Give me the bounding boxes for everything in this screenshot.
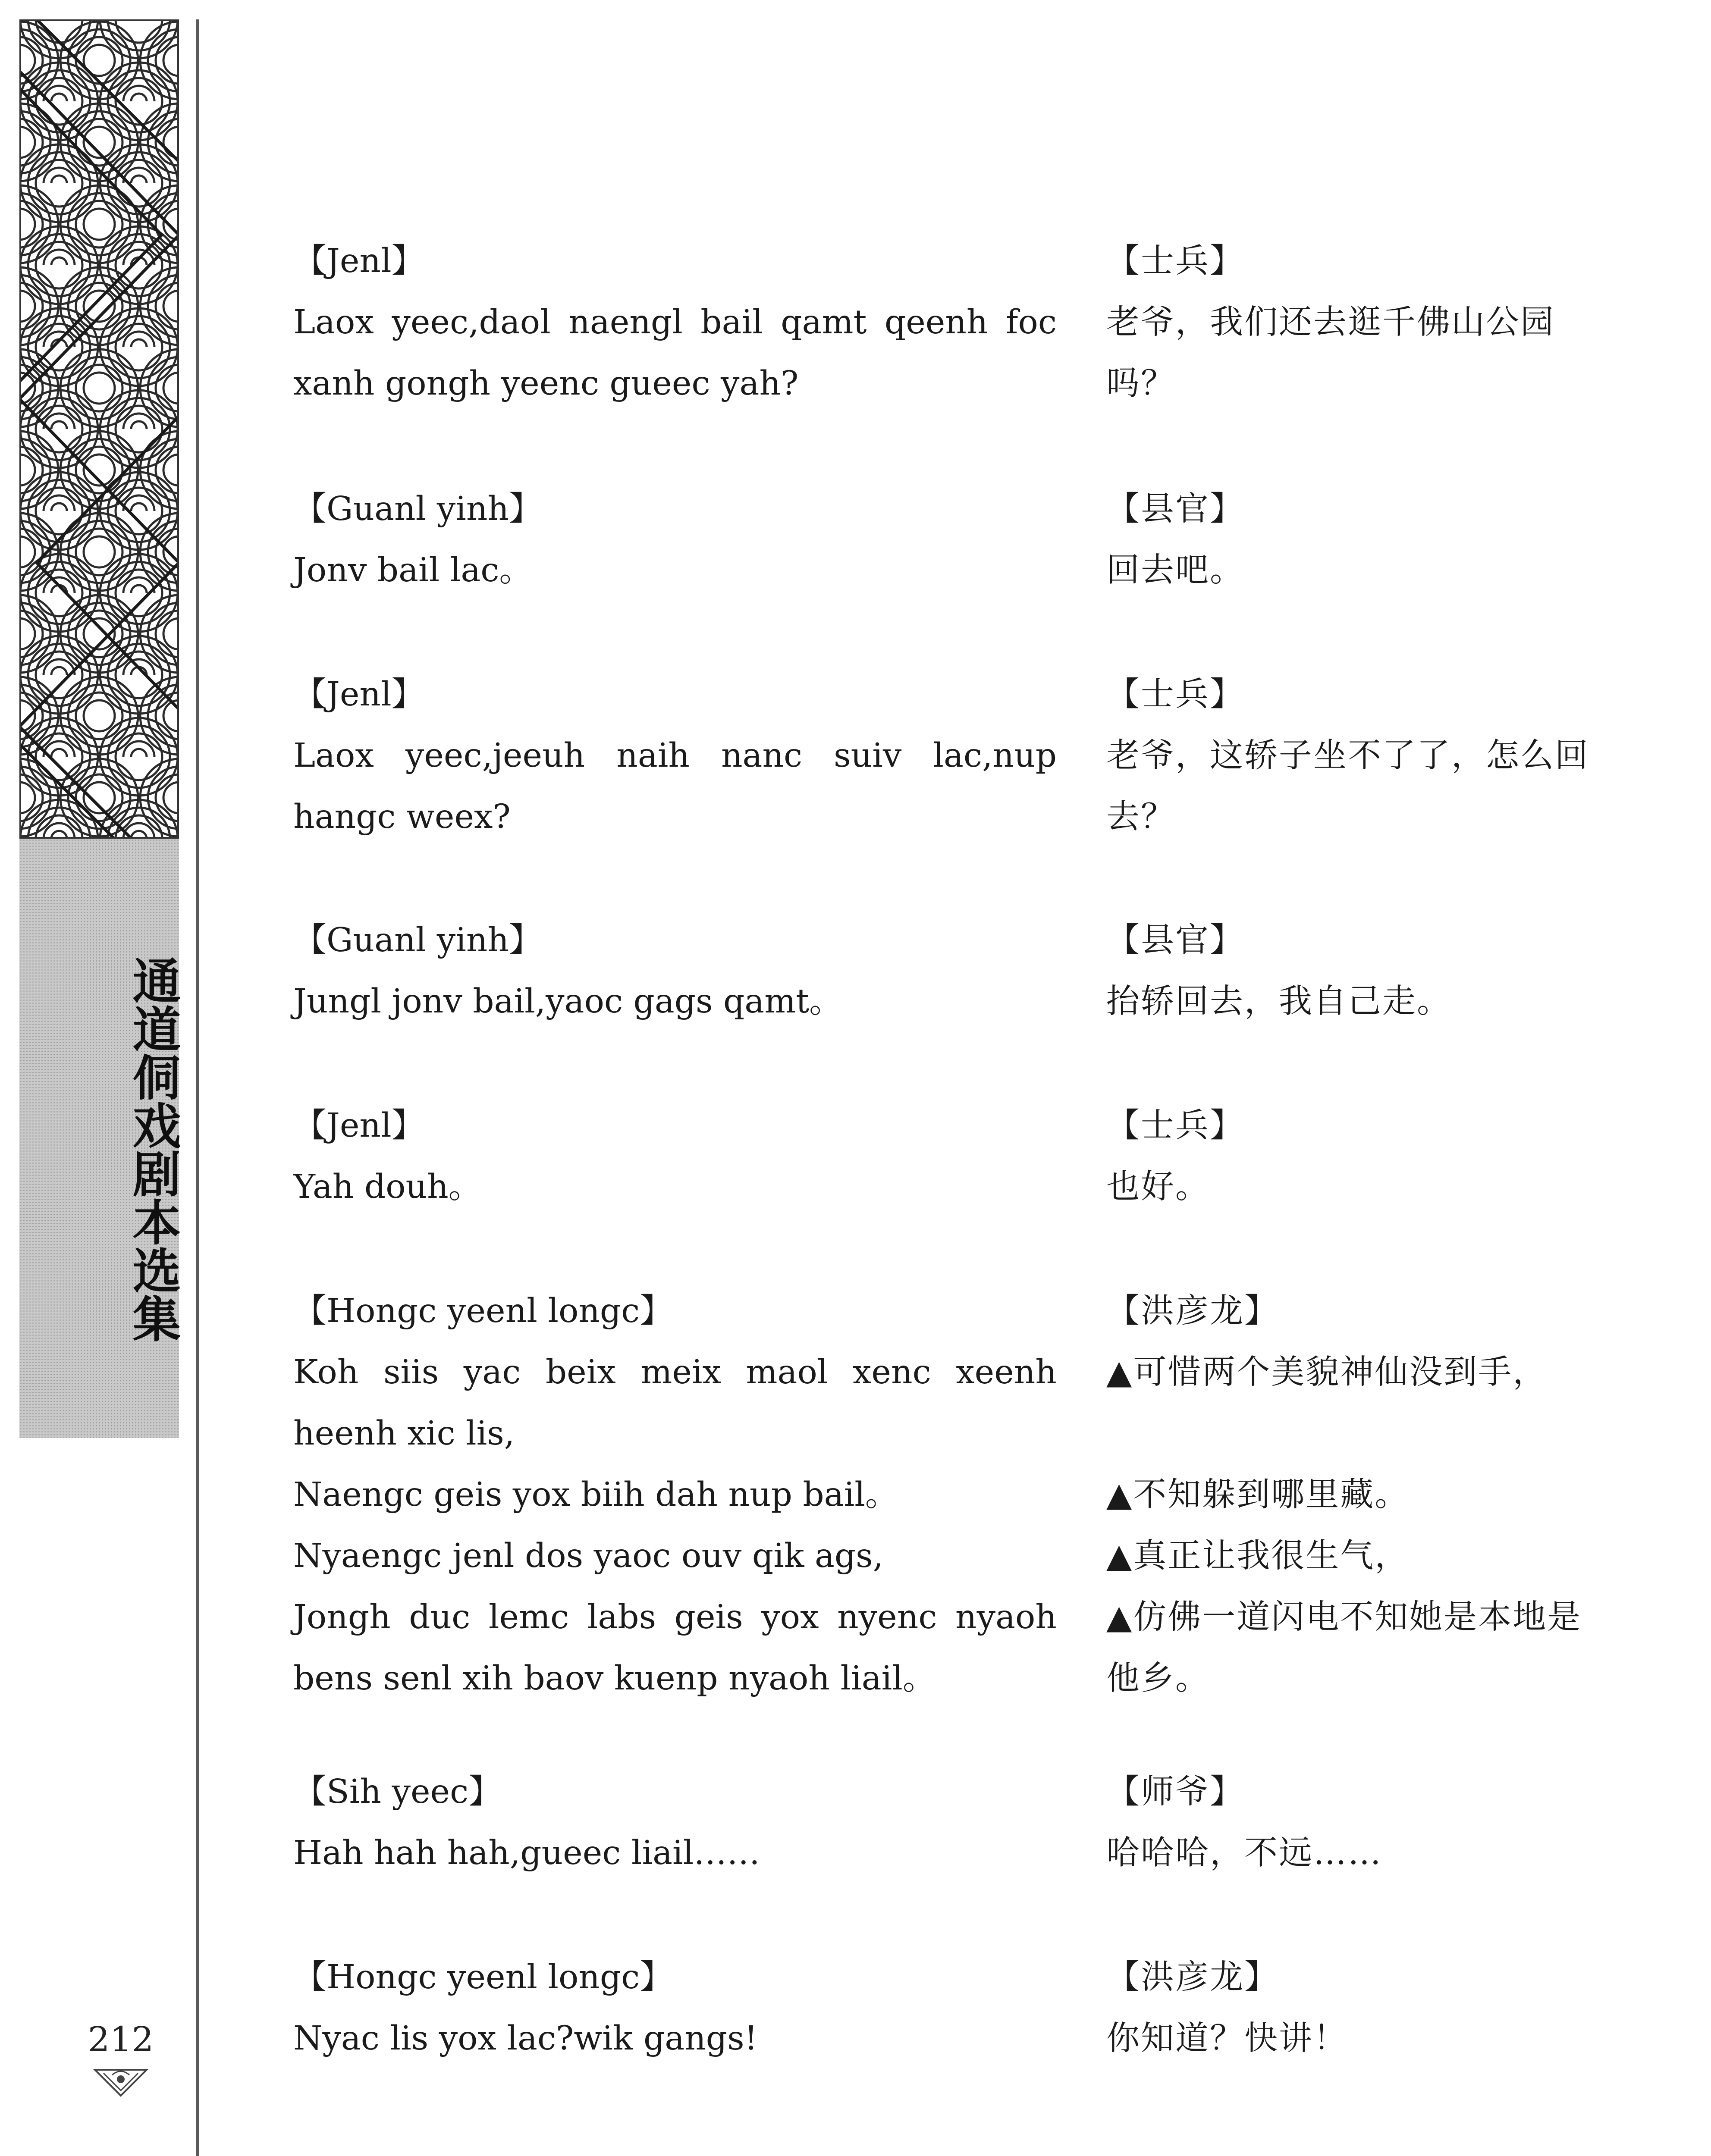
dialogue-line: 回去吧。 (1106, 551, 1244, 589)
speaker-label: 【士兵】 (1106, 242, 1244, 280)
dialogue-line: Koh siis yac beix meix maol xenc xeenh heenh xic lis, (293, 1353, 1057, 1453)
dialogue-line: ▲真正让我很生气， (1106, 1537, 1410, 1575)
dong-entry (293, 479, 1057, 601)
dialogue-line: Jonv bail lac。 (293, 551, 533, 589)
dialogue-line: 哈哈哈，不远…… (1106, 1834, 1382, 1872)
dialogue-line: Nyac lis yox lac?wik gangs! (293, 2019, 758, 2058)
cloud-pattern-ornament (19, 19, 179, 839)
dialogue-line: Naengc geis yox biih dah nup bail。 (293, 1476, 898, 1514)
speaker-label: 【Guanl yinh】 (293, 921, 543, 959)
speaker-label: 【师爷】 (1106, 1773, 1244, 1811)
dialogue-line: Jongh duc lemc labs geis yox nyenc nyaoh bens senl xih baov kuenp nyaoh liail。 (293, 1598, 1057, 1698)
speaker-label: 【县官】 (1106, 921, 1244, 959)
zh-entry (1106, 1947, 1589, 2069)
page-ornament-icon (93, 2065, 149, 2098)
dialogue-line: Laox yeec,daol naengl bail qamt qeenh foc xanh gongh yeenc gueec yah? (293, 303, 1057, 403)
dialogue-line: Hah hah hah,gueec liail…… (293, 1834, 760, 1872)
speaker-label: 【Jenl】 (293, 1106, 425, 1145)
speaker-label: 【Hongc yeenl longc】 (293, 1292, 673, 1330)
margin-column (0, 0, 198, 2156)
dialogue-line: Laox yeec,jeeuh naih nanc suiv lac,nup hangc weex? (293, 736, 1057, 836)
page-number: 212 (88, 2019, 154, 2059)
title-band (19, 839, 179, 1438)
speaker-label: 【Sih yeec】 (293, 1773, 502, 1811)
zh-entry (1106, 1281, 1589, 1709)
zh-entry (1106, 1095, 1589, 1218)
zh-entry (1106, 231, 1589, 414)
dialogue-line: ▲不知躲到哪里藏。 (1106, 1476, 1410, 1514)
dong-entry (293, 1761, 1057, 1884)
zh-entry (1106, 479, 1589, 601)
dialogue-line: ▲可惜两个美貌神仙没到手， (1106, 1353, 1548, 1391)
speaker-label: 【Hongc yeenl longc】 (293, 1958, 673, 1996)
margin-rule (196, 19, 199, 2156)
speaker-label: 【士兵】 (1106, 675, 1244, 714)
dialogue-line: 抬轿回去，我自己走。 (1106, 982, 1451, 1021)
dialogue-line: 老爷，我们还去逛千佛山公园吗？ (1106, 303, 1555, 403)
zh-entry (1106, 910, 1589, 1032)
speaker-label: 【Guanl yinh】 (293, 490, 543, 528)
speaker-label: 【洪彦龙】 (1106, 1958, 1279, 1996)
dong-entry (293, 1281, 1057, 1709)
dialogue-line: Yah douh。 (293, 1168, 482, 1206)
speaker-label: 【Jenl】 (293, 675, 425, 714)
book-title: 通道侗戏剧本选集 (125, 956, 181, 1342)
speaker-label: 【县官】 (1106, 490, 1244, 528)
zh-entry (1106, 1761, 1589, 1884)
dialogue-line: Jungl jonv bail,yaoc gags qamt。 (293, 982, 843, 1021)
dialogue-line: 你知道？快讲！ (1106, 2019, 1348, 2058)
dong-entry (293, 910, 1057, 1032)
zh-entry (1106, 664, 1589, 848)
speaker-label: 【Jenl】 (293, 242, 425, 280)
dialogue-line: 老爷，这轿子坐不了了，怎么回去？ (1106, 736, 1589, 836)
dong-entry (293, 1947, 1057, 2069)
speaker-label: 【洪彦龙】 (1106, 1292, 1279, 1330)
speaker-label: 【士兵】 (1106, 1106, 1244, 1145)
dialogue-line: ▲仿佛一道闪电不知她是本地是他乡。 (1106, 1598, 1582, 1698)
dialogue-line: Nyaengc jenl dos yaoc ouv qik ags, (293, 1537, 884, 1575)
dong-entry (293, 231, 1057, 414)
dong-entry (293, 664, 1057, 848)
dong-entry (293, 1095, 1057, 1218)
dialogue-line: 也好。 (1106, 1168, 1210, 1206)
